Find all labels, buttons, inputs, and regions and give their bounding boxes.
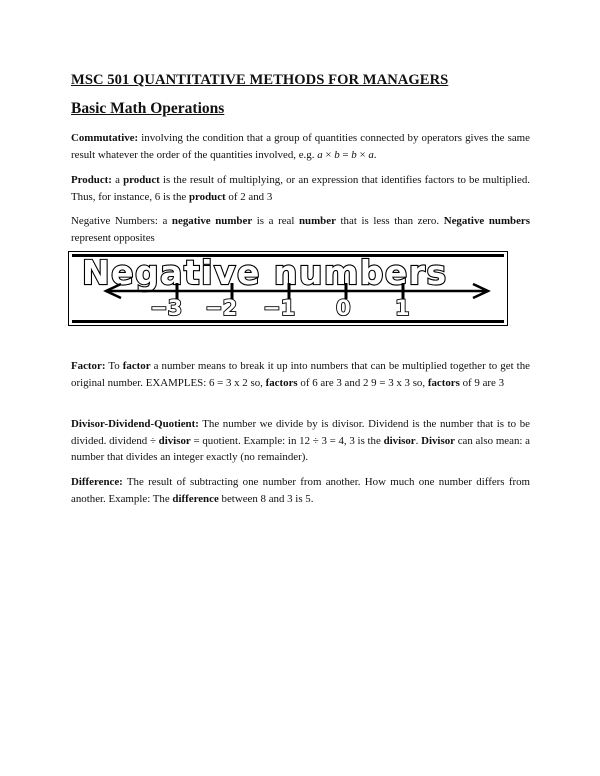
divisor-text: The number we divide by is divisor. Dividend is the number that is to be divided. dividend ÷: [71, 418, 530, 447]
product-text: a: [111, 174, 124, 186]
factor-bold: factors: [427, 376, 460, 389]
factor-bold: factors: [265, 376, 298, 389]
product-text: is the result of multiplying, or an expression that identifies factors to be multiplied. Thus, for instance, 6 is the: [71, 174, 530, 203]
product-text: of 2 and 3: [225, 190, 273, 203]
tick-label: −3: [150, 296, 183, 320]
negative-text: represent opposites: [71, 231, 155, 244]
factor-text: of 9 are 3: [459, 376, 505, 389]
product-paragraph: [71, 172, 530, 205]
difference-text: The result of subtracting one number from another. How much one number differs from another. Example: The: [71, 476, 530, 505]
negative-bold: negative number: [171, 215, 253, 227]
difference-text: between 8 and 3 is 5.: [218, 492, 314, 505]
negative-text: that is less than zero.: [335, 215, 444, 227]
commutative-term: Commutative:: [71, 132, 139, 144]
negative-bold: number: [299, 215, 336, 227]
expr-a: a: [317, 148, 323, 161]
divisor-text: .: [415, 434, 422, 447]
product-bold: product: [123, 174, 160, 186]
factor-text: To: [105, 360, 123, 372]
expr-b: b: [334, 148, 340, 161]
factor-text: a number means to break it up into numbers that can be multiplied together to get the original number. EXAMPLES: 6 = 3 x 2 so,: [71, 360, 530, 389]
factor-bold: factor: [122, 360, 151, 372]
commutative-paragraph: [71, 130, 530, 163]
number-line-graphic: [68, 251, 508, 326]
page-title: MSC 501 QUANTITATIVE METHODS FOR MANAGERS: [71, 72, 449, 88]
section-heading: Basic Math Operations: [71, 100, 225, 117]
expr-a: a: [368, 148, 374, 161]
negative-bold: Negative numbers: [443, 215, 530, 227]
operator-times: ×: [356, 148, 369, 161]
product-bold: product: [188, 190, 226, 203]
tick-label: −1: [263, 296, 296, 320]
product-term: Product:: [71, 174, 112, 186]
number-line-title: Negative numbers: [82, 253, 448, 292]
image-bottom-rule: [72, 320, 504, 323]
operator-times: ×: [322, 148, 335, 161]
operator-equals: =: [339, 148, 352, 161]
factor-paragraph: [71, 358, 530, 391]
negative-text: is a real: [252, 215, 299, 227]
divisor-bold: Divisor: [421, 434, 455, 447]
negative-numbers-paragraph: [71, 213, 530, 246]
difference-paragraph: [71, 474, 530, 507]
divisor-text: can also mean: a number that divides an integer exactly (no remainder).: [71, 434, 530, 464]
tick-label: −2: [205, 296, 238, 320]
commutative-text: involving the condition that a group of quantities connected by operators gives the same result whatever the order of the quantities involved, e.g.: [71, 132, 530, 161]
divisor-bold: divisor: [158, 434, 191, 447]
difference-term: Difference:: [71, 476, 123, 488]
divisor-text: = quotient. Example: in 12 ÷ 3 = 4, 3 is the: [190, 434, 384, 447]
difference-bold: difference: [172, 492, 219, 505]
divisor-term: Divisor-Dividend-Quotient:: [71, 418, 199, 430]
factor-term: Factor:: [71, 360, 106, 372]
divisor-paragraph: [71, 416, 530, 466]
negative-text: Negative Numbers: a: [71, 215, 172, 227]
divisor-bold: divisor: [383, 434, 416, 447]
number-line-image: [68, 251, 508, 326]
tick-label: 1: [395, 296, 410, 320]
sentence-end: .: [373, 148, 377, 161]
expr-b: b: [351, 148, 357, 161]
tick-label: 0: [336, 296, 351, 320]
factor-text: of 6 are 3 and 2 9 = 3 x 3 so,: [297, 376, 428, 389]
